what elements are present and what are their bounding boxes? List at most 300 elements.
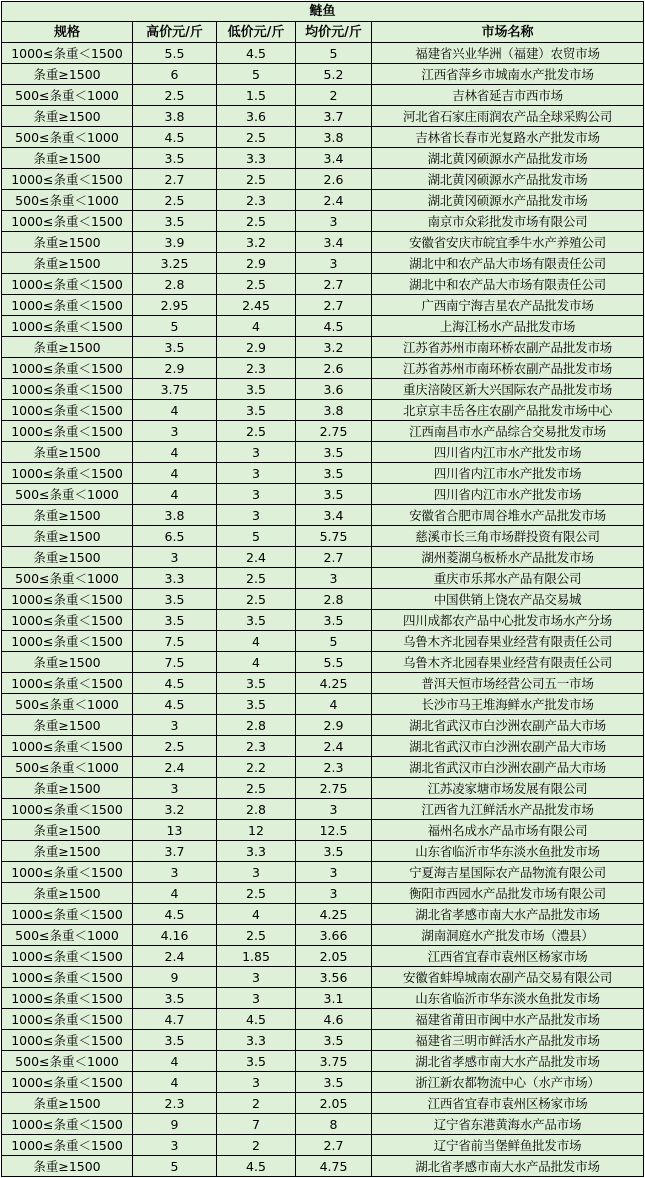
high-price-cell: 3 xyxy=(133,715,217,736)
high-price-cell: 4.7 xyxy=(133,1009,217,1030)
high-price-cell: 3 xyxy=(133,862,217,883)
high-price-cell: 4 xyxy=(133,1051,217,1072)
market-name-cell: 四川省内江市水产批发市场 xyxy=(372,442,644,463)
avg-price-cell: 4.25 xyxy=(296,904,372,925)
low-price-cell: 2.5 xyxy=(217,778,296,799)
low-price-cell: 4.5 xyxy=(217,1156,296,1177)
low-price-cell: 3.5 xyxy=(217,610,296,631)
high-price-cell: 2.8 xyxy=(133,274,217,295)
market-name-cell: 衡阳市西园水产品批发市场有限公司 xyxy=(372,883,644,904)
spec-cell: 1000≤条重＜1500 xyxy=(2,316,133,337)
high-price-cell: 2.4 xyxy=(133,946,217,967)
market-name-cell: 安徽省安庆市皖宜季牛水产养殖公司 xyxy=(372,232,644,253)
table-row xyxy=(2,883,644,904)
spec-cell: 1000≤条重＜1500 xyxy=(2,1072,133,1093)
low-price-cell: 1.5 xyxy=(217,85,296,106)
avg-price-cell: 4.75 xyxy=(296,1156,372,1177)
high-price-cell: 5 xyxy=(133,316,217,337)
high-price-cell: 4.5 xyxy=(133,127,217,148)
market-name-cell: 湖北中和农产品大市场有限责任公司 xyxy=(372,274,644,295)
avg-price-cell: 2.05 xyxy=(296,1093,372,1114)
spec-cell: 条重≥1500 xyxy=(2,883,133,904)
spec-cell: 1000≤条重＜1500 xyxy=(2,169,133,190)
table-row xyxy=(2,715,644,736)
high-price-cell: 4.5 xyxy=(133,904,217,925)
spec-cell: 1000≤条重＜1500 xyxy=(2,631,133,652)
spec-cell: 500≤条重＜1000 xyxy=(2,568,133,589)
avg-price-cell: 3.1 xyxy=(296,988,372,1009)
table-row xyxy=(2,169,644,190)
header-market-name: 市场名称 xyxy=(372,22,644,43)
avg-price-cell: 3.8 xyxy=(296,127,372,148)
avg-price-cell: 3.8 xyxy=(296,400,372,421)
high-price-cell: 3.5 xyxy=(133,148,217,169)
low-price-cell: 2.8 xyxy=(217,715,296,736)
table-row xyxy=(2,43,644,64)
low-price-cell: 3.5 xyxy=(217,400,296,421)
high-price-cell: 13 xyxy=(133,820,217,841)
table-row xyxy=(2,547,644,568)
market-name-cell: 慈溪市长三角市场群投资有限公司 xyxy=(372,526,644,547)
spec-cell: 条重≥1500 xyxy=(2,253,133,274)
table-row xyxy=(2,505,644,526)
spec-cell: 条重≥1500 xyxy=(2,778,133,799)
low-price-cell: 5 xyxy=(217,526,296,547)
table-row xyxy=(2,1093,644,1114)
avg-price-cell: 3.75 xyxy=(296,1051,372,1072)
market-name-cell: 湖北黄冈硕源水产品批发市场 xyxy=(372,169,644,190)
market-name-cell: 湖北省孝感市南大水产品批发市场 xyxy=(372,904,644,925)
table-row xyxy=(2,358,644,379)
spec-cell: 1000≤条重＜1500 xyxy=(2,904,133,925)
market-name-cell: 江苏省苏州市南环桥农副产品批发市场 xyxy=(372,337,644,358)
avg-price-cell: 2.4 xyxy=(296,190,372,211)
low-price-cell: 2.8 xyxy=(217,799,296,820)
low-price-cell: 3.5 xyxy=(217,1051,296,1072)
table-row xyxy=(2,925,644,946)
table-row xyxy=(2,946,644,967)
spec-cell: 1000≤条重＜1500 xyxy=(2,400,133,421)
low-price-cell: 2 xyxy=(217,1135,296,1156)
avg-price-cell: 4.6 xyxy=(296,1009,372,1030)
market-name-cell: 山东省临沂市华东淡水鱼批发市场 xyxy=(372,841,644,862)
market-name-cell: 江西省宜春市袁州区杨家市场 xyxy=(372,946,644,967)
table-row xyxy=(2,274,644,295)
table-row xyxy=(2,757,644,778)
table-row xyxy=(2,1114,644,1135)
market-name-cell: 浙江新农都物流中心（水产市场） xyxy=(372,1072,644,1093)
spec-cell: 1000≤条重＜1500 xyxy=(2,988,133,1009)
avg-price-cell: 3.4 xyxy=(296,148,372,169)
spec-cell: 条重≥1500 xyxy=(2,547,133,568)
spec-cell: 1000≤条重＜1500 xyxy=(2,43,133,64)
table-row xyxy=(2,379,644,400)
header-spec: 规格 xyxy=(2,22,133,43)
low-price-cell: 4 xyxy=(217,631,296,652)
low-price-cell: 2.5 xyxy=(217,568,296,589)
spec-cell: 1000≤条重＜1500 xyxy=(2,211,133,232)
spec-cell: 1000≤条重＜1500 xyxy=(2,799,133,820)
spec-cell: 500≤条重＜1000 xyxy=(2,85,133,106)
table-row xyxy=(2,211,644,232)
table-row xyxy=(2,526,644,547)
avg-price-cell: 2.7 xyxy=(296,295,372,316)
avg-price-cell: 2.7 xyxy=(296,274,372,295)
high-price-cell: 4 xyxy=(133,1072,217,1093)
market-name-cell: 福建省兴业华洲（福建）农贸市场 xyxy=(372,43,644,64)
spec-cell: 1000≤条重＜1500 xyxy=(2,673,133,694)
market-name-cell: 湖州菱湖乌板桥水产品批发市场 xyxy=(372,547,644,568)
high-price-cell: 3.3 xyxy=(133,568,217,589)
market-name-cell: 湖北省武汉市白沙洲农副产品大市场 xyxy=(372,757,644,778)
high-price-cell: 3 xyxy=(133,778,217,799)
table-row xyxy=(2,85,644,106)
avg-price-cell: 4.5 xyxy=(296,316,372,337)
table-header-row xyxy=(2,22,644,43)
table-row xyxy=(2,820,644,841)
avg-price-cell: 2.05 xyxy=(296,946,372,967)
table-row xyxy=(2,1009,644,1030)
high-price-cell: 3.5 xyxy=(133,589,217,610)
header-high-price: 高价元/斤 xyxy=(133,22,217,43)
market-name-cell: 辽宁省前当堡鲜鱼批发市场 xyxy=(372,1135,644,1156)
market-name-cell: 山东省临沂市华东淡水鱼批发市场 xyxy=(372,988,644,1009)
avg-price-cell: 3 xyxy=(296,211,372,232)
market-name-cell: 四川省内江市水产批发市场 xyxy=(372,463,644,484)
high-price-cell: 2.5 xyxy=(133,85,217,106)
avg-price-cell: 2 xyxy=(296,85,372,106)
low-price-cell: 3.3 xyxy=(217,841,296,862)
spec-cell: 500≤条重＜1000 xyxy=(2,1051,133,1072)
avg-price-cell: 3 xyxy=(296,799,372,820)
spec-cell: 1000≤条重＜1500 xyxy=(2,274,133,295)
avg-price-cell: 3 xyxy=(296,568,372,589)
spec-cell: 条重≥1500 xyxy=(2,64,133,85)
table-row xyxy=(2,673,644,694)
low-price-cell: 3 xyxy=(217,1072,296,1093)
market-name-cell: 江西省萍乡市城南水产批发市场 xyxy=(372,64,644,85)
avg-price-cell: 3.4 xyxy=(296,505,372,526)
market-name-cell: 上海江杨水产品批发市场 xyxy=(372,316,644,337)
avg-price-cell: 3.5 xyxy=(296,610,372,631)
low-price-cell: 3.2 xyxy=(217,232,296,253)
avg-price-cell: 5.75 xyxy=(296,526,372,547)
market-name-cell: 重庆涪陵区新大兴国际农产品批发市场 xyxy=(372,379,644,400)
high-price-cell: 3 xyxy=(133,547,217,568)
low-price-cell: 2.9 xyxy=(217,253,296,274)
table-title-row xyxy=(2,2,644,22)
avg-price-cell: 3.56 xyxy=(296,967,372,988)
high-price-cell: 9 xyxy=(133,967,217,988)
spec-cell: 条重≥1500 xyxy=(2,715,133,736)
high-price-cell: 9 xyxy=(133,1114,217,1135)
spec-cell: 1000≤条重＜1500 xyxy=(2,1114,133,1135)
high-price-cell: 2.3 xyxy=(133,1093,217,1114)
avg-price-cell: 2.6 xyxy=(296,358,372,379)
market-name-cell: 安徽省蚌埠城南农副产品交易有限公司 xyxy=(372,967,644,988)
avg-price-cell: 2.6 xyxy=(296,169,372,190)
avg-price-cell: 2.75 xyxy=(296,778,372,799)
low-price-cell: 2.9 xyxy=(217,337,296,358)
low-price-cell: 2.4 xyxy=(217,547,296,568)
table-row xyxy=(2,316,644,337)
table-row xyxy=(2,463,644,484)
table-row xyxy=(2,190,644,211)
high-price-cell: 3.75 xyxy=(133,379,217,400)
market-name-cell: 四川成都农产品中心批发市场水产分场 xyxy=(372,610,644,631)
market-name-cell: 中国供销上饶农产品交易城 xyxy=(372,589,644,610)
low-price-cell: 3.5 xyxy=(217,379,296,400)
low-price-cell: 7 xyxy=(217,1114,296,1135)
spec-cell: 1000≤条重＜1500 xyxy=(2,862,133,883)
low-price-cell: 5 xyxy=(217,64,296,85)
high-price-cell: 2.9 xyxy=(133,358,217,379)
table-row xyxy=(2,484,644,505)
high-price-cell: 3 xyxy=(133,1135,217,1156)
low-price-cell: 3.3 xyxy=(217,148,296,169)
low-price-cell: 4 xyxy=(217,904,296,925)
high-price-cell: 4.5 xyxy=(133,694,217,715)
spec-cell: 500≤条重＜1000 xyxy=(2,190,133,211)
market-name-cell: 四川省内江市水产批发市场 xyxy=(372,484,644,505)
table-row xyxy=(2,295,644,316)
low-price-cell: 2 xyxy=(217,1093,296,1114)
high-price-cell: 6 xyxy=(133,64,217,85)
market-name-cell: 湖北省孝感市南大水产品批发市场 xyxy=(372,1051,644,1072)
market-name-cell: 福建省莆田市闽中水产品批发市场 xyxy=(372,1009,644,1030)
spec-cell: 1000≤条重＜1500 xyxy=(2,1135,133,1156)
market-name-cell: 乌鲁木齐北园春果业经营有限责任公司 xyxy=(372,652,644,673)
high-price-cell: 7.5 xyxy=(133,652,217,673)
avg-price-cell: 3.4 xyxy=(296,232,372,253)
spec-cell: 500≤条重＜1000 xyxy=(2,127,133,148)
avg-price-cell: 3.66 xyxy=(296,925,372,946)
avg-price-cell: 3 xyxy=(296,883,372,904)
avg-price-cell: 2.9 xyxy=(296,715,372,736)
high-price-cell: 3.2 xyxy=(133,799,217,820)
market-name-cell: 江苏凌家塘市场发展有限公司 xyxy=(372,778,644,799)
market-name-cell: 江西南昌市水产品综合交易批发市场 xyxy=(372,421,644,442)
high-price-cell: 4 xyxy=(133,400,217,421)
high-price-cell: 3.5 xyxy=(133,211,217,232)
table-title: 鲢鱼 xyxy=(2,2,644,22)
high-price-cell: 4 xyxy=(133,442,217,463)
market-name-cell: 宁夏海吉星国际农产品物流有限公司 xyxy=(372,862,644,883)
table-row xyxy=(2,862,644,883)
low-price-cell: 4.5 xyxy=(217,43,296,64)
high-price-cell: 3.5 xyxy=(133,610,217,631)
spec-cell: 1000≤条重＜1500 xyxy=(2,946,133,967)
market-name-cell: 福建省三明市鲜活水产品批发市场 xyxy=(372,1030,644,1051)
avg-price-cell: 4 xyxy=(296,694,372,715)
table-row xyxy=(2,988,644,1009)
low-price-cell: 2.3 xyxy=(217,358,296,379)
spec-cell: 500≤条重＜1000 xyxy=(2,694,133,715)
avg-price-cell: 2.4 xyxy=(296,736,372,757)
high-price-cell: 2.5 xyxy=(133,190,217,211)
low-price-cell: 3 xyxy=(217,988,296,1009)
header-avg-price: 均价元/斤 xyxy=(296,22,372,43)
avg-price-cell: 12.5 xyxy=(296,820,372,841)
high-price-cell: 4.5 xyxy=(133,673,217,694)
low-price-cell: 3 xyxy=(217,463,296,484)
market-name-cell: 乌鲁木齐北园春果业经营有限责任公司 xyxy=(372,631,644,652)
market-name-cell: 湖北黄冈硕源水产品批发市场 xyxy=(372,148,644,169)
table-row xyxy=(2,967,644,988)
spec-cell: 1000≤条重＜1500 xyxy=(2,967,133,988)
high-price-cell: 5 xyxy=(133,1156,217,1177)
avg-price-cell: 3 xyxy=(296,862,372,883)
low-price-cell: 3 xyxy=(217,862,296,883)
market-name-cell: 普洱天恒市场经营公司五一市场 xyxy=(372,673,644,694)
high-price-cell: 4.16 xyxy=(133,925,217,946)
spec-cell: 条重≥1500 xyxy=(2,106,133,127)
market-name-cell: 河北省石家庄雨润农产品全球采购公司 xyxy=(372,106,644,127)
spec-cell: 1000≤条重＜1500 xyxy=(2,589,133,610)
market-name-cell: 长沙市马王堆海鲜水产批发市场 xyxy=(372,694,644,715)
spec-cell: 条重≥1500 xyxy=(2,526,133,547)
low-price-cell: 2.45 xyxy=(217,295,296,316)
low-price-cell: 3.5 xyxy=(217,673,296,694)
spec-cell: 条重≥1500 xyxy=(2,337,133,358)
avg-price-cell: 5.5 xyxy=(296,652,372,673)
spec-cell: 条重≥1500 xyxy=(2,820,133,841)
avg-price-cell: 3.5 xyxy=(296,442,372,463)
spec-cell: 1000≤条重＜1500 xyxy=(2,358,133,379)
table-row xyxy=(2,64,644,85)
high-price-cell: 2.95 xyxy=(133,295,217,316)
low-price-cell: 2.5 xyxy=(217,211,296,232)
low-price-cell: 4.5 xyxy=(217,1009,296,1030)
table-row xyxy=(2,1156,644,1177)
table-row xyxy=(2,904,644,925)
high-price-cell: 2.4 xyxy=(133,757,217,778)
avg-price-cell: 4.25 xyxy=(296,673,372,694)
low-price-cell: 3.6 xyxy=(217,106,296,127)
low-price-cell: 2.3 xyxy=(217,736,296,757)
market-name-cell: 辽宁省东港黄海水产品市场 xyxy=(372,1114,644,1135)
market-name-cell: 安徽省合肥市周谷堆水产品批发市场 xyxy=(372,505,644,526)
table-row xyxy=(2,736,644,757)
low-price-cell: 4 xyxy=(217,652,296,673)
market-name-cell: 南京市众彩批发市场有限公司 xyxy=(372,211,644,232)
spec-cell: 500≤条重＜1000 xyxy=(2,757,133,778)
avg-price-cell: 3.2 xyxy=(296,337,372,358)
spec-cell: 1000≤条重＜1500 xyxy=(2,295,133,316)
table-row xyxy=(2,1135,644,1156)
table-row xyxy=(2,148,644,169)
spec-cell: 1000≤条重＜1500 xyxy=(2,1030,133,1051)
spec-cell: 条重≥1500 xyxy=(2,442,133,463)
table-row xyxy=(2,799,644,820)
market-name-cell: 江苏省苏州市南环桥农副产品批发市场 xyxy=(372,358,644,379)
market-name-cell: 北京京丰岳各庄农副产品批发市场中心 xyxy=(372,400,644,421)
avg-price-cell: 5 xyxy=(296,631,372,652)
spec-cell: 1000≤条重＜1500 xyxy=(2,463,133,484)
low-price-cell: 2.5 xyxy=(217,274,296,295)
avg-price-cell: 2.7 xyxy=(296,547,372,568)
market-name-cell: 江西省九江鲜活水产品批发市场 xyxy=(372,799,644,820)
low-price-cell: 3 xyxy=(217,442,296,463)
table-row xyxy=(2,106,644,127)
table-row xyxy=(2,442,644,463)
high-price-cell: 3.8 xyxy=(133,106,217,127)
high-price-cell: 4 xyxy=(133,883,217,904)
spec-cell: 条重≥1500 xyxy=(2,1093,133,1114)
market-name-cell: 吉林省长春市光复路水产批发市场 xyxy=(372,127,644,148)
spec-cell: 500≤条重＜1000 xyxy=(2,925,133,946)
low-price-cell: 3 xyxy=(217,484,296,505)
avg-price-cell: 2.75 xyxy=(296,421,372,442)
spec-cell: 1000≤条重＜1500 xyxy=(2,421,133,442)
table-row xyxy=(2,337,644,358)
spec-cell: 条重≥1500 xyxy=(2,148,133,169)
avg-price-cell: 3.5 xyxy=(296,1072,372,1093)
spec-cell: 1000≤条重＜1500 xyxy=(2,736,133,757)
high-price-cell: 7.5 xyxy=(133,631,217,652)
table-row xyxy=(2,841,644,862)
low-price-cell: 3 xyxy=(217,505,296,526)
low-price-cell: 2.5 xyxy=(217,589,296,610)
market-name-cell: 湖北省孝感市南大水产品批发市场 xyxy=(372,1156,644,1177)
high-price-cell: 3.8 xyxy=(133,505,217,526)
market-name-cell: 重庆市乐邦水产品有限公司 xyxy=(372,568,644,589)
market-name-cell: 湖北黄冈硕源水产品批发市场 xyxy=(372,190,644,211)
high-price-cell: 4 xyxy=(133,463,217,484)
spec-cell: 条重≥1500 xyxy=(2,841,133,862)
market-name-cell: 江西省宜春市袁州区杨家市场 xyxy=(372,1093,644,1114)
header-low-price: 低价元/斤 xyxy=(217,22,296,43)
avg-price-cell: 3.6 xyxy=(296,379,372,400)
high-price-cell: 5.5 xyxy=(133,43,217,64)
table-row xyxy=(2,778,644,799)
avg-price-cell: 2.3 xyxy=(296,757,372,778)
high-price-cell: 3.5 xyxy=(133,988,217,1009)
table-row xyxy=(2,631,644,652)
low-price-cell: 2.2 xyxy=(217,757,296,778)
market-name-cell: 湖北中和农产品大市场有限责任公司 xyxy=(372,253,644,274)
market-name-cell: 福州名成水产品市场有限公司 xyxy=(372,820,644,841)
table-row xyxy=(2,232,644,253)
market-name-cell: 湖北省武汉市白沙洲农副产品大市场 xyxy=(372,736,644,757)
high-price-cell: 3.7 xyxy=(133,841,217,862)
table-row xyxy=(2,400,644,421)
table-row xyxy=(2,1051,644,1072)
high-price-cell: 3.5 xyxy=(133,1030,217,1051)
avg-price-cell: 3 xyxy=(296,253,372,274)
avg-price-cell: 2.8 xyxy=(296,589,372,610)
table-row xyxy=(2,589,644,610)
spec-cell: 条重≥1500 xyxy=(2,652,133,673)
high-price-cell: 3.9 xyxy=(133,232,217,253)
avg-price-cell: 5.2 xyxy=(296,64,372,85)
low-price-cell: 2.5 xyxy=(217,127,296,148)
high-price-cell: 3.5 xyxy=(133,337,217,358)
avg-price-cell: 3.5 xyxy=(296,1030,372,1051)
table-row xyxy=(2,568,644,589)
spec-cell: 条重≥1500 xyxy=(2,505,133,526)
high-price-cell: 6.5 xyxy=(133,526,217,547)
low-price-cell: 2.5 xyxy=(217,169,296,190)
low-price-cell: 4 xyxy=(217,316,296,337)
low-price-cell: 2.5 xyxy=(217,925,296,946)
high-price-cell: 2.7 xyxy=(133,169,217,190)
table-row xyxy=(2,610,644,631)
price-table-body xyxy=(2,2,644,1177)
spec-cell: 1000≤条重＜1500 xyxy=(2,1009,133,1030)
low-price-cell: 3.5 xyxy=(217,694,296,715)
table-row xyxy=(2,694,644,715)
